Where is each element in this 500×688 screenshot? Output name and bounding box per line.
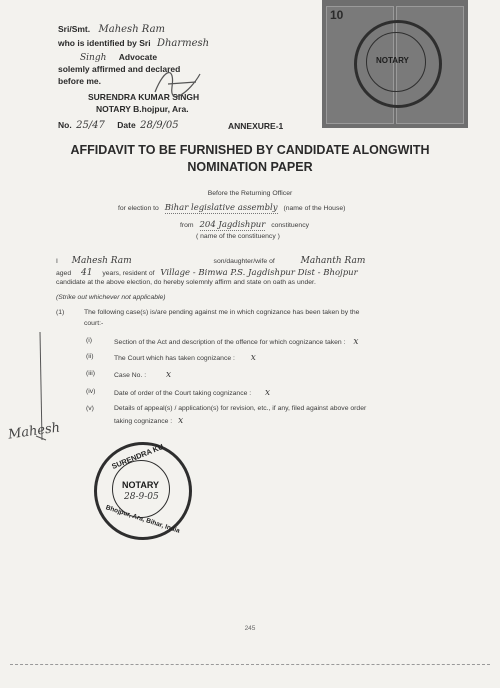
margin-signature — [14, 330, 64, 470]
annexure-label: ANNEXURE-1 — [228, 121, 284, 131]
declaration-line-3: candidate at the above election, do hereby solemnly affirm and state on oath as under. — [56, 279, 316, 286]
bottom-edge-line — [10, 664, 490, 665]
page-number: 245 — [244, 625, 256, 632]
declaration-line-1: I Mahesh Ram son/daughter/wife of Mahanth Ram — [56, 256, 366, 266]
sub-item-number: (v) — [86, 405, 94, 412]
sub-item-number: (i) — [86, 337, 93, 344]
sub-item-text: The Court which has taken cognizance : x — [114, 353, 256, 363]
strike-out-note: (Strike out whichever not applicable) — [56, 294, 166, 301]
document-title-line-1: AFFIDAVIT TO BE FURNISHED BY CANDIDATE ALONGWITH — [70, 143, 430, 157]
sub-item-number: (iii) — [86, 370, 96, 377]
notary-signature-mark — [150, 62, 210, 102]
notary-place: NOTARY B.hojpur, Ara. — [96, 104, 189, 114]
seal-bottom-text: Bhojpur, Ara, Bihar, India — [104, 504, 181, 535]
stamp-denomination: 10 — [330, 8, 344, 22]
cert-number-date: No. 25/47 Date 28/9/05 — [58, 120, 179, 131]
cert-line-2: who is identified by Sri Dharmesh — [58, 38, 210, 49]
cert-line-1: Sri/Smt. Mahesh Ram — [58, 24, 166, 35]
before-returning-officer: Before the Returning Officer — [207, 190, 293, 197]
document-title-line-2: NOMINATION PAPER — [187, 160, 313, 174]
sub-item-text: Section of the Act and description of the offence for which cognizance taken : x — [114, 337, 359, 347]
court-fee-stamp — [322, 0, 468, 128]
sub-item-text: Case No. : x — [114, 370, 172, 380]
sub-item-text: Details of appeal(s) / application(s) for revision, etc., if any, filed against above order — [114, 405, 367, 412]
sub-item-5-line-2: taking cognizance : x — [114, 416, 184, 426]
sub-item-text: Date of order of the Court taking cognizance : x — [114, 388, 271, 398]
constituency-note: ( name of the constituency ) — [196, 233, 280, 240]
item-1-text-line-1: The following case(s) is/are pending against me in which cognizance has been taken by the — [84, 309, 360, 316]
sub-item-number: (iv) — [86, 388, 96, 395]
cert-name-handwritten: Mahesh Ram — [98, 24, 166, 35]
seal-top-text: SURENDRA KU — [110, 441, 165, 472]
item-1-number: (1) — [56, 309, 65, 316]
stamp-notary-text: NOTARY — [376, 56, 409, 65]
seal-date: 28-9-05 — [124, 492, 159, 502]
item-1-text-line-2: court:- — [84, 320, 104, 327]
cert-line-3: Singh Advocate — [80, 52, 158, 63]
cert-affirmed: solemly affirmed and declared — [58, 64, 181, 74]
seal-notary-text: NOTARY — [122, 480, 159, 490]
sub-item-number: (ii) — [86, 353, 94, 360]
notary-name: SURENDRA KUMAR SINGH — [88, 92, 200, 102]
election-to-line: for election to Bihar legislative assembly (name of the House) — [118, 203, 346, 213]
candidate-signature: Mahesh — [7, 420, 61, 443]
from-constituency-line: from 204 Jagdishpur constituency — [180, 220, 309, 230]
declaration-line-2: aged 41 years, resident of Village - Bimwa P.S. Jagdishpur Dist - Bhojpur — [56, 268, 358, 278]
cert-before-me: before me. — [58, 76, 101, 86]
